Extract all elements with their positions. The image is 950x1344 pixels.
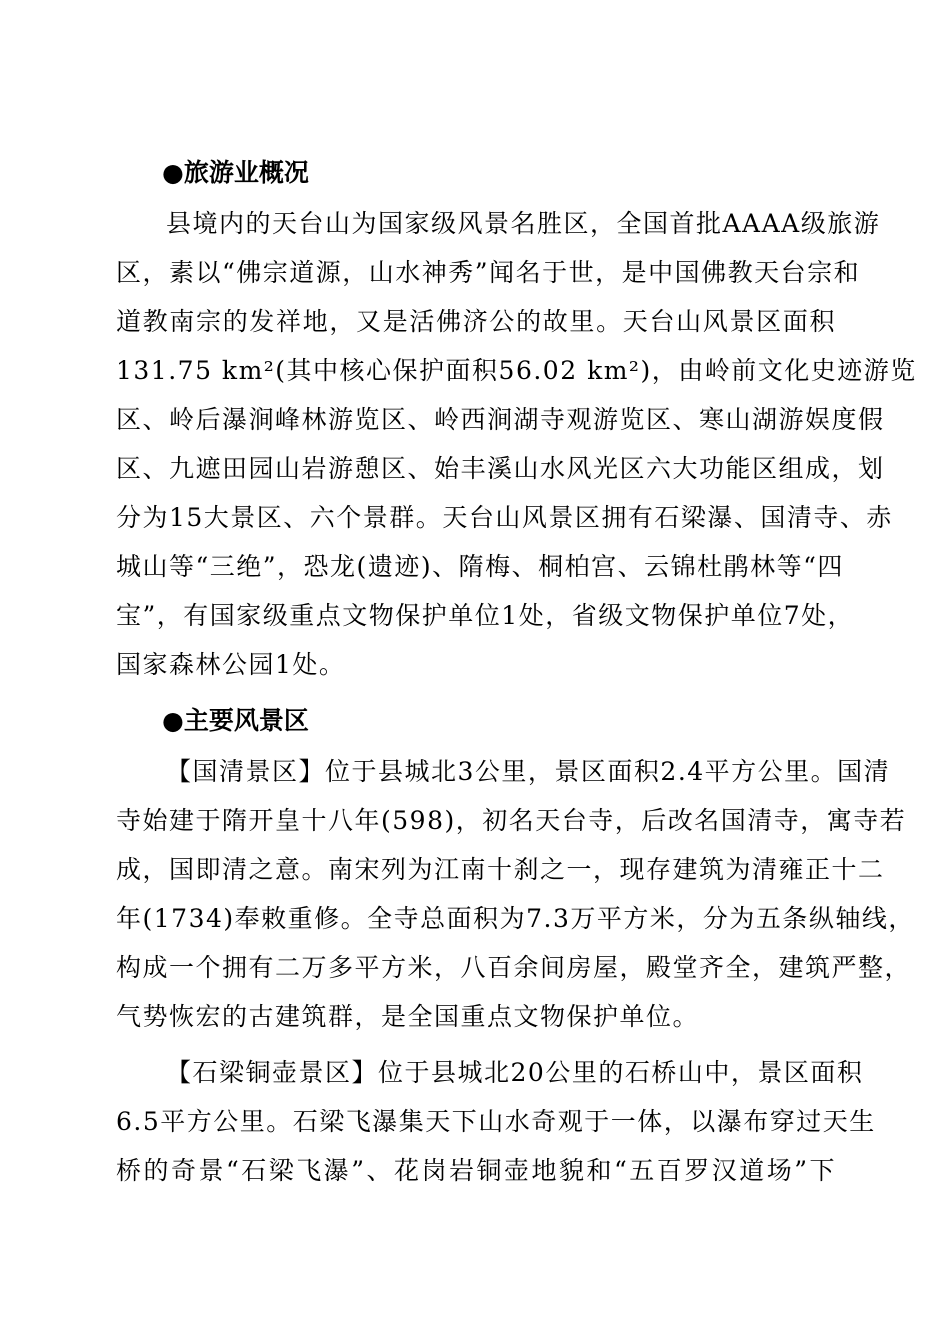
paragraph-tourism-overview [116,199,917,689]
text-line: 区、九遮田园山岩游憩区、始丰溪山水风光区六大功能区组成，划 [116,454,885,483]
text-line: 城山等“三绝”，恐龙(遗迹)、隋梅、桐柏宫、云锦杜鹃林等“四 [116,552,844,581]
text-line: 6.5平方公里。石梁飞瀑集天下山水奇观于一体，以瀑布穿过天生 [116,1107,876,1136]
text-line: 国家森林公园1处。 [116,650,346,679]
text-line: 分为15大景区、六个景群。天台山风景区拥有石梁瀑、国清寺、赤 [116,503,893,532]
text-line: 构成一个拥有二万多平方米，八百余间房屋，殿堂齐全，建筑严整， [116,953,912,982]
text-line: 气势恢宏的古建筑群，是全国重点文物保护单位。 [116,1002,700,1031]
heading-tourism-overview: ●旅游业概况 [162,158,309,187]
text-line: 寺始建于隋开皇十八年(598)，初名天台寺，后改名国清寺，寓寺若 [116,806,907,835]
text-line: 宝”，有国家级重点文物保护单位1处，省级文物保护单位7处， [116,601,855,630]
paragraph-guoqing-scenic-area [116,747,915,1041]
text-line: 县境内的天台山为国家级风景名胜区，全国首批AAAA级旅游 [166,209,881,238]
text-line: 道教南宗的发祥地，又是活佛济公的故里。天台山风景区面积 [116,307,836,336]
text-line: 131.75 km²(其中核心保护面积56.02 km²)，由岭前文化史迹游览 [116,356,917,385]
text-line: 【国清景区】位于县城北3公里，景区面积2.4平方公里。国清 [166,757,891,786]
text-line: 区、岭后瀑涧峰林游览区、岭西涧湖寺观游览区、寒山湖游娱度假 [116,405,885,434]
heading-main-scenic-areas: ●主要风景区 [162,706,309,735]
text-line: 年(1734)奉敕重修。全寺总面积为7.3万平方米，分为五条纵轴线， [116,904,915,933]
text-line: 成，国即清之意。南宋列为江南十刹之一，现存建筑为清雍正十二 [116,855,885,884]
text-line: 桥的奇景“石梁飞瀑”、花岗岩铜壶地貌和“五百罗汉道场”下 [116,1156,836,1185]
text-line: 区，素以“佛宗道源，山水神秀”闻名于世，是中国佛教天台宗和 [116,258,861,287]
text-line: 【石梁铜壶景区】位于县城北20公里的石桥山中，景区面积 [166,1058,864,1087]
paragraph-shiliang-scenic-area [116,1048,876,1195]
